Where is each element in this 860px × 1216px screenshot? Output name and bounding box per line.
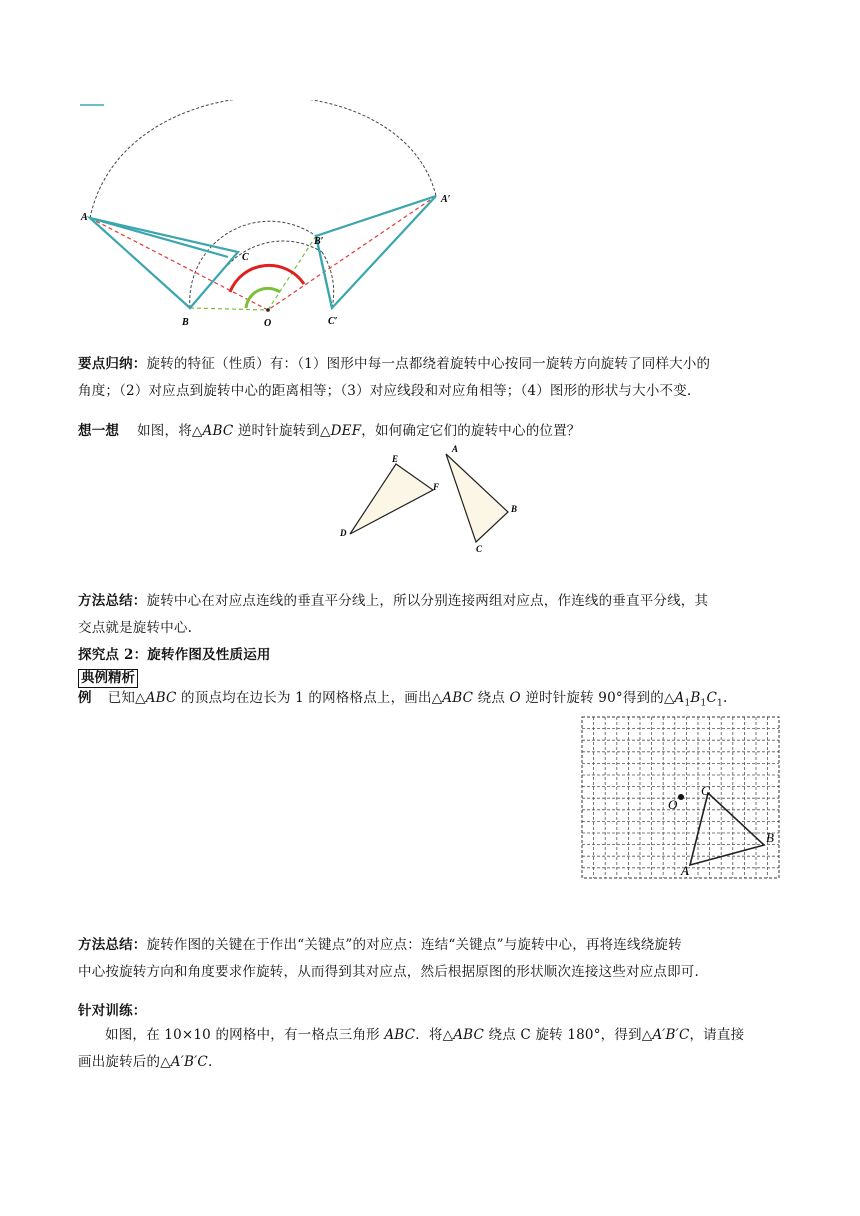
ob-line [190, 308, 268, 310]
key-points [78, 351, 798, 405]
think-label: 想一想 [78, 423, 120, 439]
triangle-def [350, 464, 433, 534]
svg-text:O: O [668, 797, 678, 812]
label-a: A [81, 212, 88, 223]
oa-prime-line [268, 196, 436, 310]
triangle-abc [90, 218, 238, 308]
triangle-abc-fig2 [446, 454, 508, 542]
oa-line [90, 218, 268, 310]
svg-text:A: A [452, 444, 459, 454]
method-summary-1: 方法总结：旋转中心在对应点连线的垂直平分线上，所以分别连接两组对应点，作连线的垂直平分线，其 交点就是旋转中心. [78, 593, 709, 636]
label-b: B [182, 317, 189, 328]
svg-text:E: E [392, 454, 399, 464]
svg-text:B: B [766, 830, 774, 845]
triangle-abc-grid [690, 793, 764, 865]
training-problem: 如图，在 10×10 的网格中，有一格点三角形 ABC．将△ABC 绕点 C 旋转 180°，得到△A′B′C，请直接 画出旋转后的△A′B′C. [78, 1027, 745, 1070]
key-points-text1: 旋转的特征（性质）有：（1）图形中每一点都绕着旋转中心按同一旋转方向旋转了同样大小的 [146, 356, 711, 372]
rotation-figure [78, 100, 463, 330]
svg-text:F: F [433, 482, 440, 492]
arc-c-prime [322, 252, 334, 308]
label-o: O [264, 318, 272, 329]
label-c-prime: C′ [328, 316, 338, 327]
key-points-label: 要点归纳： [78, 356, 147, 372]
key-points-text2: 角度；（2）对应点到旋转中心的距离相等；（3）对应线段和对应角相等；（4）图形的形状与大小不变. [78, 383, 692, 399]
svg-text:C: C [476, 544, 483, 554]
green-angle-arc [246, 288, 280, 308]
svg-text:D: D [340, 528, 347, 538]
example-tag: 典例精析 [78, 669, 138, 688]
training-label: 针对训练： [78, 1003, 147, 1019]
label-b-prime: B′ [314, 236, 324, 247]
example-problem: 例 已知△ABC 的顶点均在边长为 1 的网格格点上，画出△ABC 绕点 O 逆时针旋转 90°得到的$\triangle A_1B_1C_1$. [78, 690, 728, 709]
label-c: C [242, 252, 249, 263]
method-summary-2: 方法总结：旋转作图的关键在于作出“关键点”的对应点：连结“关键点”与旋转中心，再将连线绕旋转 中心按旋转方向和角度要求作旋转，从而得到其对应点，然后根据原图的形状顺次连接这些对应点即可. [78, 937, 699, 980]
triangles-figure [336, 442, 526, 557]
svg-text:C: C [701, 783, 710, 798]
outer-arc [90, 100, 436, 218]
think-question: 想一想 如图，将△ABC 逆时针旋转到△DEF，如何确定它们的旋转中心的位置？ [78, 423, 581, 439]
grid-figure [580, 715, 782, 881]
svg-text:A: A [681, 863, 689, 878]
svg-text:B: B [511, 504, 518, 514]
point-o [678, 794, 684, 800]
section-title: 探究点 2：旋转作图及性质运用 [78, 647, 271, 663]
label-a-prime: A′ [441, 194, 451, 205]
